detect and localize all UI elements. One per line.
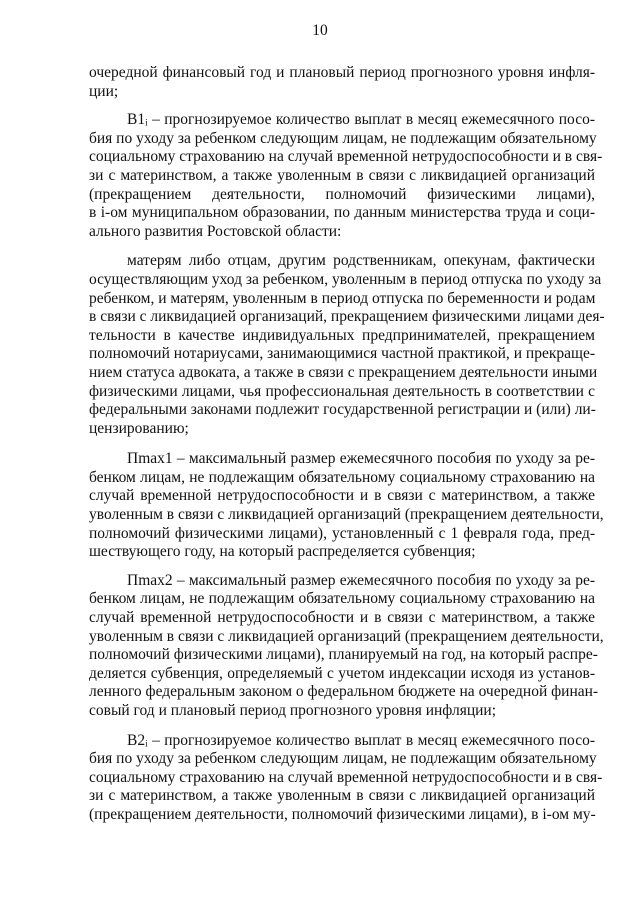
text-line: деляется субвенция, определяемый с учетом индексации исходя из установ- (89, 664, 595, 682)
text-line: осуществляющим уход за ребенком, уволенным в период отпуска по уходу за (89, 270, 602, 288)
text-line: B2ᵢ – прогнозируемое количество выплат в месяц ежемесячного посо- (127, 731, 595, 749)
text-line: бенком лицам, не подлежащим обязательному социальному страхованию на (89, 590, 595, 608)
text-line: тельности в качестве индивидуальных предпринимателей, прекращением (89, 326, 595, 344)
text-line: ции; (89, 82, 119, 100)
text-line: в i-ом муниципальном образовании, по данным министерства труда и соци- (89, 204, 595, 222)
paragraph-pmax2-definition (89, 571, 604, 721)
text-line: ального развития Ростовской области: (89, 222, 342, 240)
text-line: Пmax1 – максимальный размер ежемесячного пособия по уходу за ре- (127, 450, 595, 468)
text-line: социальному страхованию на случай временной нетрудоспособности и в свя- (89, 768, 603, 786)
paragraph-b1-definition (89, 111, 603, 241)
paragraph-recipients-list (89, 252, 605, 438)
page-number: 10 (312, 22, 328, 39)
paragraph-pmax1-definition (89, 450, 604, 562)
text-line: Пmax2 – максимальный размер ежемесячного пособия по уходу за ре- (127, 571, 595, 589)
text-line: физическими лицами, чья профессиональная деятельность в соответствии с (89, 382, 595, 400)
text-line: (прекращением деятельности, полномочий физическими лицами), в i-ом му- (89, 805, 596, 823)
text-line: уволенным в связи с ликвидацией организаций (прекращением деятельности, (89, 506, 604, 524)
text-line: полномочий физическими лицами), планируемый на год, на который распре- (89, 646, 598, 664)
text-line: шествующего году, на который распределяется субвенция; (89, 543, 476, 561)
paragraph-inflation-continuation (89, 64, 595, 101)
text-line: полномочий нотариусами, занимающимися частной практикой, и прекраще- (89, 345, 595, 363)
text-line: нием статуса адвоката, а также в связи с прекращением деятельности иными (89, 363, 598, 381)
paragraph-b2-definition (89, 731, 603, 825)
text-line: зи с материнством, а также уволенным в связи с ликвидацией организаций (89, 166, 595, 184)
text-line: бенком лицам, не подлежащим обязательному социальному страхованию на (89, 468, 595, 486)
text-line: случай временной нетрудоспособности и в связи с материнством, а также (89, 487, 595, 505)
text-line: уволенным в связи с ликвидацией организаций (прекращением деятельности, (89, 627, 604, 645)
text-line: ребенком, и матерям, уволенным в период отпуска по беременности и родам (89, 289, 596, 307)
document-body (89, 64, 605, 825)
text-line: в связи с ликвидацией организаций, прекращением физическими лицами дея- (89, 308, 605, 326)
text-line: ленного федеральным законом о федеральном бюджете на очередной финан- (89, 683, 599, 701)
text-line: полномочий физическими лицами), установленный с 1 февраля года, пред- (89, 524, 595, 542)
text-line: случай временной нетрудоспособности и в связи с материнством, а также (89, 609, 595, 627)
text-line: совый год и плановый период прогнозного уровня инфляции; (89, 702, 497, 719)
text-line: социальному страхованию на случай временной нетрудоспособности и в свя- (89, 148, 603, 166)
text-line: федеральными законами подлежит государственной регистрации и (или) ли- (89, 401, 596, 419)
text-line: цензированию; (89, 419, 189, 437)
text-line: бия по уходу за ребенком следующим лицам, не подлежащим обязательному (89, 750, 597, 768)
text-line: B1ᵢ – прогнозируемое количество выплат в месяц ежемесячного посо- (127, 111, 595, 129)
text-line: бия по уходу за ребенком следующим лицам, не подлежащим обязательному (89, 129, 597, 147)
text-line: (прекращением деятельности, полномочий физическими лицами), (89, 185, 595, 203)
text-line: матерям либо отцам, другим родственникам, опекунам, фактически (127, 252, 595, 270)
text-line: зи с материнством, а также уволенным в связи с ликвидацией организаций (89, 787, 595, 805)
text-line: очередной финансовый год и плановый период прогнозного уровня инфля- (89, 64, 595, 81)
